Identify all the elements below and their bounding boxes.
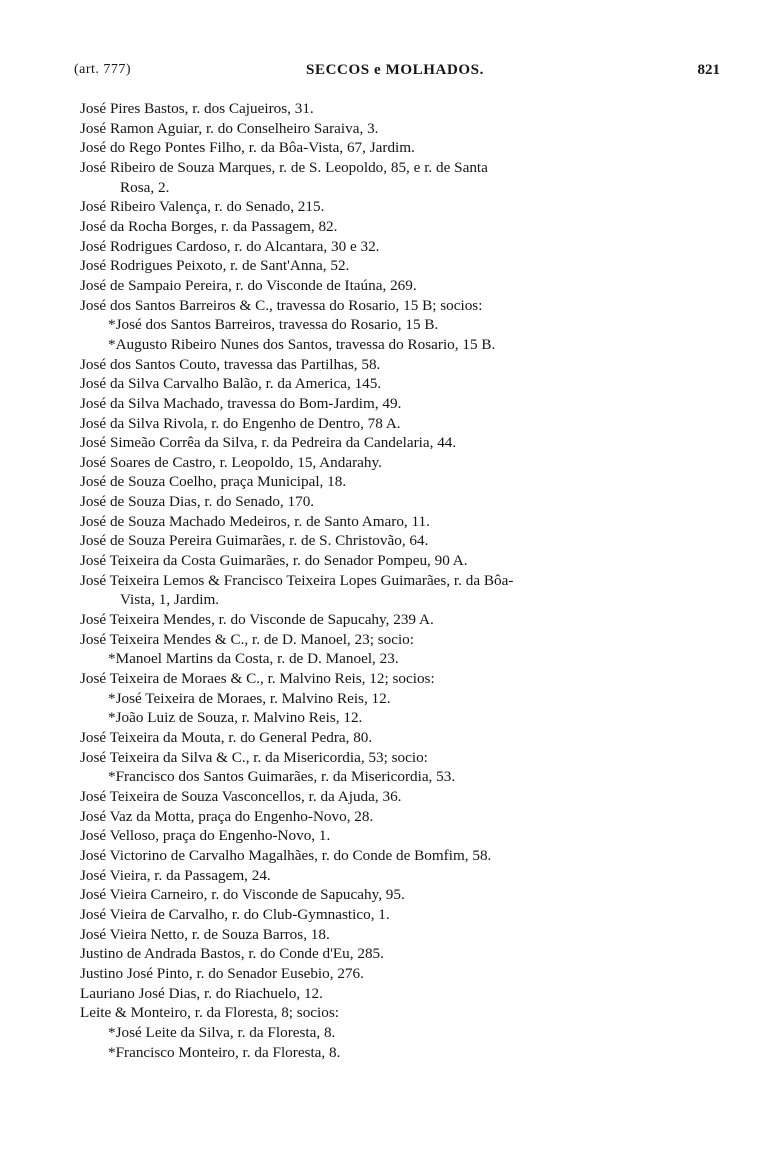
entry-text: José de Sampaio Pereira, r. do Visconde de Itaúna, 269. [80, 276, 417, 294]
directory-entry [80, 433, 720, 453]
directory-entry [80, 866, 720, 886]
entry-text: *Francisco dos Santos Guimarães, r. da Misericordia, 53. [108, 768, 456, 786]
entry-text: José Teixeira da Silva & C., r. da Misericordia, 53; socio: [80, 748, 428, 766]
entry-text: José dos Santos Couto, travessa das Partilhas, 58. [80, 355, 381, 373]
entry-text: José Teixeira da Costa Guimarães, r. do Senador Pompeu, 90 A. [80, 552, 468, 570]
directory-entry [80, 158, 720, 197]
directory-entry [80, 453, 720, 473]
directory-entry [80, 669, 720, 689]
directory-entry [80, 964, 720, 984]
entry-text: José Simeão Corrêa da Silva, r. da Pedreira da Candelaria, 44. [80, 434, 457, 452]
directory-entry [80, 925, 720, 945]
entry-text: José Teixeira da Mouta, r. do General Pedra, 80. [80, 729, 373, 746]
directory-entry [80, 531, 720, 551]
entry-text: José Teixeira de Moraes & C., r. Malvino Reis, 12; socios: [80, 670, 435, 688]
entry-text: José da Rocha Borges, r. da Passagem, 82. [80, 217, 338, 235]
partner-entry [80, 689, 720, 709]
partner-entry [80, 1023, 720, 1043]
entry-text: *Francisco Monteiro, r. da Floresta, 8. [108, 1043, 341, 1061]
partner-entry [80, 315, 720, 335]
directory-entry [80, 728, 720, 748]
directory-entry [80, 1003, 720, 1023]
entry-text: José dos Santos Barreiros & C., travessa do Rosario, 15 B; socios: [80, 296, 483, 314]
directory-entry [80, 276, 720, 296]
directory-entries [80, 99, 720, 1062]
entry-text: Leite & Monteiro, r. da Floresta, 8; socios: [80, 1004, 339, 1022]
entry-text: José Ribeiro Valença, r. do Senado, 215. [80, 198, 325, 216]
directory-entry [80, 826, 720, 846]
entry-text: *Augusto Ribeiro Nunes dos Santos, travessa do Rosario, 15 B. [108, 335, 496, 353]
directory-entry [80, 296, 720, 316]
entry-text: José Vaz da Motta, praça do Engenho-Novo, 28. [80, 807, 374, 825]
entry-text: Justino José Pinto, r. do Senador Eusebio, 276. [80, 964, 364, 982]
entry-continuation: Vista, 1, Jardim. [120, 591, 220, 609]
entry-text: José Teixeira Lemos & Francisco Teixeira Lopes Guimarães, r. da Bôa- [80, 571, 514, 589]
directory-entry [80, 217, 720, 237]
entry-text: José Vieira Carneiro, r. do Visconde de Sapucahy, 95. [80, 886, 405, 904]
entry-text: Lauriano José Dias, r. do Riachuelo, 12. [80, 984, 323, 1002]
entry-text: José de Souza Coelho, praça Municipal, 18. [80, 473, 347, 491]
entry-text: José Vieira Netto, r. de Souza Barros, 18. [80, 925, 330, 943]
entry-text: José de Souza Pereira Guimarães, r. de S. Christovão, 64. [80, 532, 429, 550]
section-title: SECCOS e MOLHADOS. [306, 62, 484, 78]
directory-entry [80, 630, 720, 650]
directory-entry [80, 138, 720, 158]
entry-text: José Velloso, praça do Engenho-Novo, 1. [80, 827, 331, 845]
directory-entry [80, 197, 720, 217]
entry-text: *José Leite da Silva, r. da Floresta, 8. [108, 1023, 336, 1041]
directory-entry [80, 256, 720, 276]
entry-text: José Teixeira Mendes, r. do Visconde de Sapucahy, 239 A. [80, 611, 434, 629]
directory-entry [80, 610, 720, 630]
directory-entry [80, 237, 720, 257]
entry-text: José Ramon Aguiar, r. do Conselheiro Saraiva, 3. [80, 119, 379, 137]
directory-entry [80, 807, 720, 827]
directory-entry [80, 374, 720, 394]
entry-text: José Victorino de Carvalho Magalhães, r. do Conde de Bomfim, 58. [80, 846, 492, 864]
partner-entry [80, 649, 720, 669]
directory-entry [80, 119, 720, 139]
entry-text: José do Rego Pontes Filho, r. da Bôa-Vista, 67, Jardim. [80, 139, 415, 157]
entry-text: José Ribeiro de Souza Marques, r. de S. Leopoldo, 85, e r. de Santa [80, 158, 488, 176]
directory-entry [80, 394, 720, 414]
directory-entry [80, 885, 720, 905]
directory-entry [80, 944, 720, 964]
partner-entry [80, 335, 720, 355]
entry-text: José da Silva Rivola, r. do Engenho de Dentro, 78 A. [80, 414, 401, 432]
entry-text: *Manoel Martins da Costa, r. de D. Manoel, 23. [108, 650, 399, 668]
entry-text: *José dos Santos Barreiros, travessa do Rosario, 15 B. [108, 316, 439, 334]
entry-text: José Rodrigues Cardoso, r. do Alcantara, 30 e 32. [80, 237, 380, 255]
entry-text: José de Souza Machado Medeiros, r. de Santo Amaro, 11. [80, 512, 430, 530]
page-number: 821 [697, 62, 720, 78]
entry-text: José Vieira, r. da Passagem, 24. [80, 866, 271, 884]
directory-entry [80, 984, 720, 1004]
directory-entry [80, 512, 720, 532]
directory-entry [80, 355, 720, 375]
entry-text: José Vieira de Carvalho, r. do Club-Gymnastico, 1. [80, 905, 390, 923]
article-reference: (art. 777) [74, 62, 132, 77]
entry-text: José de Souza Dias, r. do Senado, 170. [80, 493, 315, 511]
entry-text: José da Silva Carvalho Balão, r. da America, 145. [80, 375, 382, 393]
entry-text: *José Teixeira de Moraes, r. Malvino Reis, 12. [108, 689, 391, 707]
directory-entry [80, 551, 720, 571]
directory-entry [80, 748, 720, 768]
partner-entry [80, 708, 720, 728]
directory-entry [80, 846, 720, 866]
directory-entry [80, 571, 720, 610]
directory-entry [80, 99, 720, 119]
directory-entry [80, 414, 720, 434]
directory-entry [80, 905, 720, 925]
entry-text: Justino de Andrada Bastos, r. do Conde d'Eu, 285. [80, 945, 384, 963]
partner-entry [80, 1043, 720, 1063]
directory-entry [80, 472, 720, 492]
entry-continuation: Rosa, 2. [120, 178, 170, 196]
entry-text: José Rodrigues Peixoto, r. de Sant'Anna, 52. [80, 257, 350, 275]
entry-text: José Soares de Castro, r. Leopoldo, 15, Andarahy. [80, 453, 382, 471]
directory-entry [80, 787, 720, 807]
entry-text: *João Luiz de Souza, r. Malvino Reis, 12. [108, 709, 363, 727]
partner-entry [80, 767, 720, 787]
entry-text: José Pires Bastos, r. dos Cajueiros, 31. [80, 100, 314, 117]
entry-text: José Teixeira de Souza Vasconcellos, r. da Ajuda, 36. [80, 787, 402, 805]
directory-entry [80, 492, 720, 512]
entry-text: José Teixeira Mendes & C., r. de D. Manoel, 23; socio: [80, 630, 414, 648]
page-header [70, 62, 720, 84]
entry-text: José da Silva Machado, travessa do Bom-Jardim, 49. [80, 394, 402, 412]
